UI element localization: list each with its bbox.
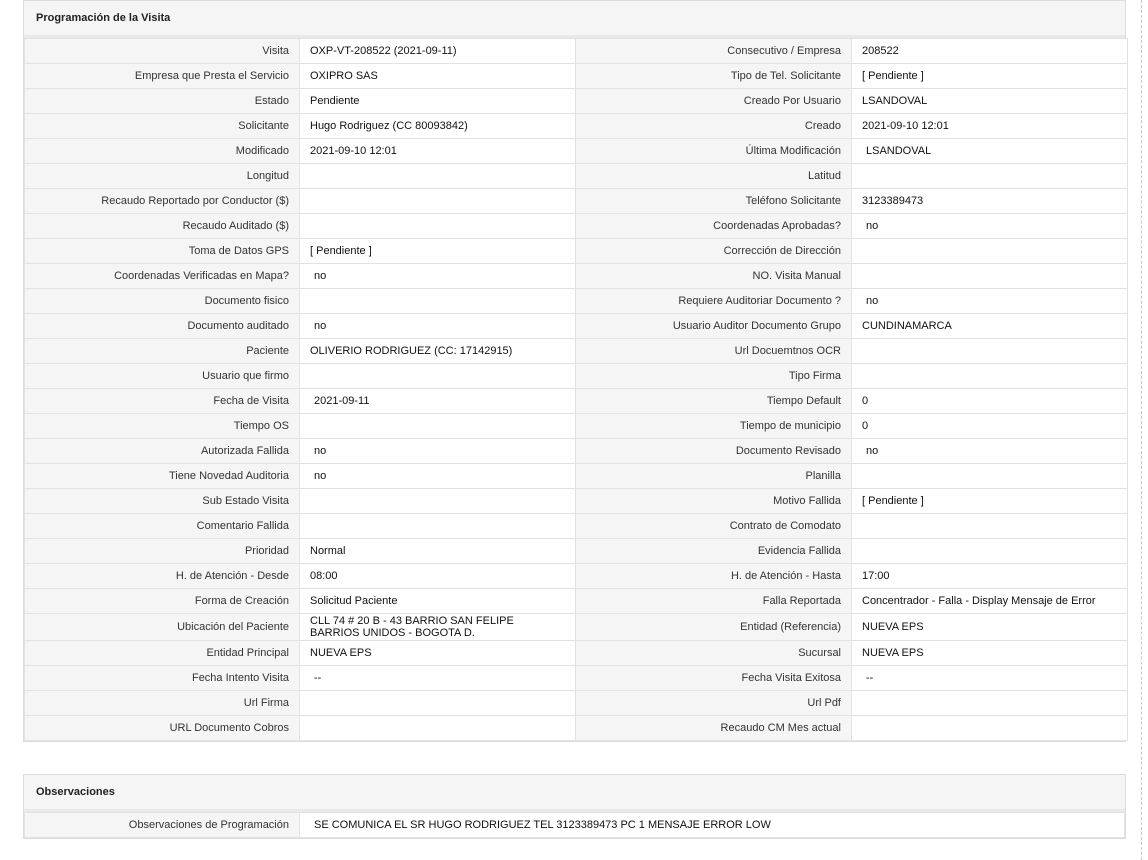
field-label: Consecutivo / Empresa	[576, 39, 852, 64]
field-label: Empresa que Presta el Servicio	[25, 64, 300, 89]
field-label: Modificado	[25, 139, 300, 164]
table-row	[25, 414, 1128, 439]
field-label: Sub Estado Visita	[25, 489, 300, 514]
field-label: H. de Atención - Hasta	[576, 564, 852, 589]
field-value	[852, 514, 1128, 539]
field-value: 2021-09-10 12:01	[852, 114, 1128, 139]
table-row	[25, 64, 1128, 89]
programacion-details-table	[24, 38, 1128, 741]
field-value: OXIPRO SAS	[300, 64, 576, 89]
field-label: Documento fisico	[25, 289, 300, 314]
field-value	[852, 716, 1128, 741]
field-label: Última Modificación	[576, 139, 852, 164]
table-row	[25, 339, 1128, 364]
field-value: no	[300, 439, 576, 464]
field-value: OLIVERIO RODRIGUEZ (CC: 17142915)	[300, 339, 576, 364]
field-label: Creado	[576, 114, 852, 139]
field-value: NUEVA EPS	[300, 641, 576, 666]
field-value: Hugo Rodriguez (CC 80093842)	[300, 114, 576, 139]
field-value	[300, 489, 576, 514]
table-row	[25, 641, 1128, 666]
field-label: Recaudo Auditado ($)	[25, 214, 300, 239]
field-value: 0	[852, 414, 1128, 439]
field-label: Url Firma	[25, 691, 300, 716]
field-label: Fecha Visita Exitosa	[576, 666, 852, 691]
field-value	[300, 214, 576, 239]
table-row	[25, 614, 1128, 641]
field-label: Planilla	[576, 464, 852, 489]
field-label: Solicitante	[25, 114, 300, 139]
field-label: Usuario Auditor Documento Grupo	[576, 314, 852, 339]
field-label: Url Docuemtnos OCR	[576, 339, 852, 364]
table-row	[25, 114, 1128, 139]
field-label: Requiere Auditoriar Documento ?	[576, 289, 852, 314]
observaciones-programacion-label: Observaciones de Programación	[25, 813, 300, 838]
field-value: [ Pendiente ]	[300, 239, 576, 264]
field-value: no	[300, 264, 576, 289]
table-row	[25, 139, 1128, 164]
field-label: Teléfono Solicitante	[576, 189, 852, 214]
field-value: NUEVA EPS	[852, 641, 1128, 666]
field-value: 208522	[852, 39, 1128, 64]
field-label: Comentario Fallida	[25, 514, 300, 539]
table-row	[25, 264, 1128, 289]
table-row	[25, 439, 1128, 464]
field-value: no	[300, 464, 576, 489]
table-row	[25, 214, 1128, 239]
field-label: Tiempo de municipio	[576, 414, 852, 439]
field-label: Prioridad	[25, 539, 300, 564]
field-label: Latitud	[576, 164, 852, 189]
field-value: 2021-09-10 12:01	[300, 139, 576, 164]
field-value	[300, 514, 576, 539]
observaciones-table	[24, 812, 1125, 838]
field-label: Entidad (Referencia)	[576, 614, 852, 641]
field-label: URL Documento Cobros	[25, 716, 300, 741]
field-label: Longitud	[25, 164, 300, 189]
field-label: Entidad Principal	[25, 641, 300, 666]
field-label: Documento auditado	[25, 314, 300, 339]
field-value: [ Pendiente ]	[852, 489, 1128, 514]
field-label: Falla Reportada	[576, 589, 852, 614]
field-value	[852, 539, 1128, 564]
field-label: Motivo Fallida	[576, 489, 852, 514]
field-value: no	[852, 214, 1128, 239]
field-label: Tipo de Tel. Solicitante	[576, 64, 852, 89]
table-row	[25, 39, 1128, 64]
field-label: Coordenadas Verificadas en Mapa?	[25, 264, 300, 289]
field-value	[852, 164, 1128, 189]
field-label: Forma de Creación	[25, 589, 300, 614]
field-label: Contrato de Comodato	[576, 514, 852, 539]
field-value	[300, 289, 576, 314]
field-value	[300, 164, 576, 189]
field-value: LSANDOVAL	[852, 89, 1128, 114]
field-label: Estado	[25, 89, 300, 114]
field-value: --	[300, 666, 576, 691]
field-value: 2021-09-11	[300, 389, 576, 414]
field-label: Tiempo OS	[25, 414, 300, 439]
field-value: 08:00	[300, 564, 576, 589]
field-value: Concentrador - Falla - Display Mensaje de Error	[852, 589, 1128, 614]
field-value	[300, 691, 576, 716]
table-row	[25, 364, 1128, 389]
field-label: Toma de Datos GPS	[25, 239, 300, 264]
table-row	[25, 289, 1128, 314]
field-label: Sucursal	[576, 641, 852, 666]
field-value: Normal	[300, 539, 576, 564]
field-value: 0	[852, 389, 1128, 414]
field-label: Autorizada Fallida	[25, 439, 300, 464]
observaciones-panel	[23, 774, 1126, 839]
field-value: Pendiente	[300, 89, 576, 114]
field-value: 17:00	[852, 564, 1128, 589]
field-value	[300, 364, 576, 389]
table-row	[25, 691, 1128, 716]
table-row	[25, 189, 1128, 214]
table-row	[25, 314, 1128, 339]
field-value: no	[300, 314, 576, 339]
table-row	[25, 716, 1128, 741]
table-row	[25, 239, 1128, 264]
table-row	[25, 514, 1128, 539]
field-value	[300, 414, 576, 439]
field-label: Usuario que firmo	[25, 364, 300, 389]
field-label: Ubicación del Paciente	[25, 614, 300, 641]
field-label: Url Pdf	[576, 691, 852, 716]
programacion-panel-title: Programación de la Visita	[24, 1, 1125, 38]
observaciones-panel-title: Observaciones	[24, 775, 1125, 812]
field-value: NUEVA EPS	[852, 614, 1128, 641]
field-value: CUNDINAMARCA	[852, 314, 1128, 339]
table-row	[25, 813, 1125, 838]
field-label: Coordenadas Aprobadas?	[576, 214, 852, 239]
field-value: CLL 74 # 20 B - 43 BARRIO SAN FELIPE BARRIOS UNIDOS - BOGOTA D.	[300, 614, 576, 641]
table-row	[25, 164, 1128, 189]
field-value	[852, 339, 1128, 364]
field-value: LSANDOVAL	[852, 139, 1128, 164]
field-label: Fecha Intento Visita	[25, 666, 300, 691]
table-row	[25, 589, 1128, 614]
field-label: Documento Revisado	[576, 439, 852, 464]
observaciones-programacion-value: SE COMUNICA EL SR HUGO RODRIGUEZ TEL 3123389473 PC 1 MENSAJE ERROR LOW	[300, 813, 1125, 838]
table-row	[25, 489, 1128, 514]
field-value	[300, 189, 576, 214]
page-edge-divider	[1141, 0, 1142, 860]
field-label: H. de Atención - Desde	[25, 564, 300, 589]
field-value: [ Pendiente ]	[852, 64, 1128, 89]
field-value	[852, 264, 1128, 289]
field-value	[300, 716, 576, 741]
field-value	[852, 464, 1128, 489]
field-value	[852, 239, 1128, 264]
table-row	[25, 539, 1128, 564]
field-value	[852, 691, 1128, 716]
field-label: Corrección de Dirección	[576, 239, 852, 264]
table-row	[25, 464, 1128, 489]
field-label: Tipo Firma	[576, 364, 852, 389]
field-label: Creado Por Usuario	[576, 89, 852, 114]
field-label: NO. Visita Manual	[576, 264, 852, 289]
field-label: Tiempo Default	[576, 389, 852, 414]
field-label: Visita	[25, 39, 300, 64]
field-value: OXP-VT-208522 (2021-09-11)	[300, 39, 576, 64]
field-value: no	[852, 439, 1128, 464]
table-row	[25, 389, 1128, 414]
field-label: Recaudo CM Mes actual	[576, 716, 852, 741]
field-label: Tiene Novedad Auditoria	[25, 464, 300, 489]
table-row	[25, 89, 1128, 114]
field-value: 3123389473	[852, 189, 1128, 214]
field-label: Fecha de Visita	[25, 389, 300, 414]
field-label: Evidencia Fallida	[576, 539, 852, 564]
table-row	[25, 564, 1128, 589]
table-row	[25, 666, 1128, 691]
field-label: Paciente	[25, 339, 300, 364]
field-value: --	[852, 666, 1128, 691]
field-label: Recaudo Reportado por Conductor ($)	[25, 189, 300, 214]
programacion-panel	[23, 0, 1126, 742]
field-value: no	[852, 289, 1128, 314]
field-value	[852, 364, 1128, 389]
field-value: Solicitud Paciente	[300, 589, 576, 614]
